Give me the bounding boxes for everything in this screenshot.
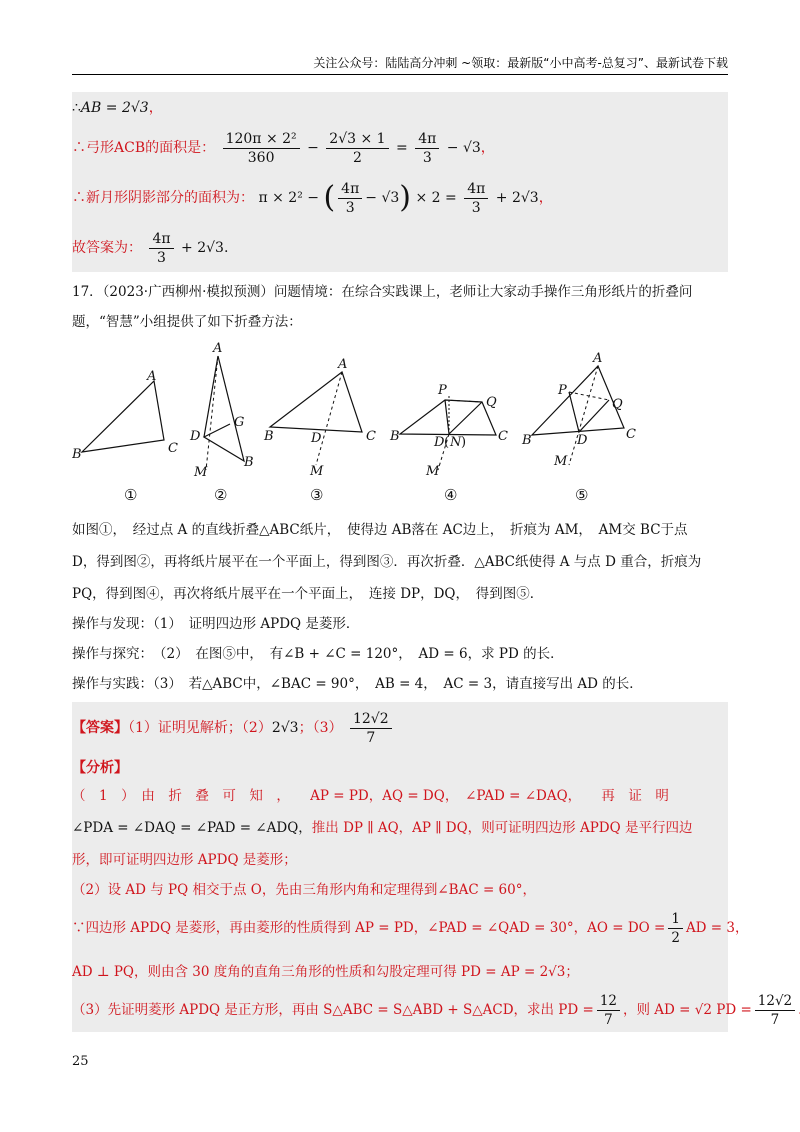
fraction: $\frac{12}{7}$: [597, 992, 620, 1029]
fraction: $\frac{4\pi}{3}$: [149, 230, 173, 267]
question-2: 操作与探究： （2） 在图⑤中， 有∠B + ∠C = 120°， AD = 6，求 PD 的长．: [72, 646, 564, 662]
figure-5: [521, 351, 636, 504]
figure-1: [72, 369, 178, 504]
page-number: 25: [72, 1054, 89, 1069]
answer-line: 【答案】（1）证明见解析；（2）2√3；（3） $\frac{12√2}{7}$: [72, 708, 728, 748]
svg-text:B: B: [244, 455, 254, 470]
figures-svg: [72, 340, 728, 510]
svg-text:A: A: [593, 351, 603, 366]
problem-line-1: 17．（2023·广西柳州·模拟预测）问题情境：在综合实践课上，老师让大家动手操作三角形纸片的折叠问: [72, 284, 693, 300]
svg-text:(: (: [444, 435, 450, 450]
header-text: 关注公众号：陆陆高分冲刺 ~领取：最新版“小中高考-总复习”、最新试卷下载: [313, 56, 728, 70]
analysis-line-6: AD ⊥ PQ，则由含 30 度角的直角三角形的性质和勾股定理可得 PD = AP = 2√3；: [72, 964, 579, 980]
solution-line-1: ∴AB = 2√3，: [72, 100, 163, 116]
analysis-line-4: （2）设 AD 与 PQ 相交于点 O，先由三角形内角和定理得到∠BAC = 60°，: [72, 882, 536, 898]
analysis-line-5: ∵四边形 APDQ 是菱形，再由菱形的性质得到 AP = PD，∠PAD = ∠QAD = 30°，AO = DO = $\frac{1}{2}$ AD = 3，: [72, 911, 749, 946]
folding-figures: [72, 340, 728, 510]
svg-text:D: D: [434, 435, 445, 450]
svg-text:B: B: [264, 429, 274, 444]
svg-text:A: A: [213, 341, 223, 356]
fraction: $\frac{12√2}{7}$: [350, 710, 392, 747]
analysis-line-3: 形，即可证明四边形 APDQ 是菱形；: [72, 852, 297, 868]
question-1: 操作与发现：（1） 证明四边形 APDQ 是菱形．: [72, 616, 360, 632]
svg-text:D: D: [577, 433, 588, 448]
fraction: $\frac{1}{2}$: [668, 910, 683, 947]
solution-line-2: ∴弓形ACB的面积是： $\frac{\text{120π × 2²}}{360}$ − $\frac{2√3 \times 1}{2}$ = $\frac{4\pi}{3}$ − √3，: [72, 130, 495, 166]
svg-text:P: P: [438, 383, 447, 398]
svg-text:N: N: [450, 435, 462, 450]
svg-text:B: B: [390, 429, 400, 444]
fraction: $\frac{\text{120π × 2²}}{360}$: [223, 130, 300, 167]
svg-text:D: D: [190, 429, 201, 444]
fraction: $\frac{2√3 \times 1}{2}$: [326, 130, 388, 167]
figure-3: [263, 357, 376, 504]
fraction: $\frac{4\pi}{3}$: [338, 180, 362, 217]
svg-text:①: ①: [124, 486, 138, 504]
svg-text:②: ②: [214, 486, 228, 504]
svg-text:Q: Q: [486, 395, 497, 410]
fraction: $\frac{4\pi}{3}$: [415, 130, 439, 167]
question-3: 操作与实践：（3） 若△ABC中，∠BAC = 90°， AB = 4， AC = 3，请直接写出 AD 的长．: [72, 676, 643, 692]
svg-text:C: C: [366, 429, 376, 444]
svg-text:A: A: [147, 369, 157, 384]
svg-text:A: A: [338, 357, 348, 372]
solution-line-4: 故答案为： $\frac{4\pi}{3}$ + 2√3.: [72, 230, 229, 266]
svg-text:C: C: [168, 441, 178, 456]
svg-text:M: M: [554, 454, 568, 469]
problem-line-2: 题，“智慧”小组提供了如下折叠方法：: [72, 314, 302, 330]
svg-text:③: ③: [310, 486, 324, 504]
svg-text:C: C: [498, 429, 508, 444]
fraction: $\frac{4\pi}{3}$: [464, 180, 488, 217]
svg-text:M: M: [310, 464, 324, 479]
svg-text:D: D: [311, 431, 322, 446]
svg-text:B: B: [522, 433, 532, 448]
problem-desc-2: D，得到图②，再将纸片展平在一个平面上，得到图③．再次折叠．△ABC纸使得 A 与点 D 重合，折痕为: [72, 554, 702, 570]
svg-text:C: C: [626, 427, 636, 442]
fraction: $\frac{12√2}{7}$: [755, 992, 795, 1029]
svg-text:P: P: [558, 383, 567, 398]
svg-text:Q: Q: [612, 397, 623, 412]
svg-text:): ): [461, 435, 467, 450]
problem-desc-1: 如图①， 经过点 A 的直线折叠△ABC纸片， 使得边 AB落在 AC边上， 折痕为 AM， AM交 BC于点: [72, 522, 688, 538]
page-header: [72, 54, 728, 75]
analysis-line-1: （ 1 ） 由 折 叠 可 知 ， AP = PD，AQ = DQ， ∠PAD = ∠DAQ， 再 证 明: [72, 788, 669, 804]
svg-text:⑤: ⑤: [575, 486, 589, 504]
analysis-line-7: （3）先证明菱形 APDQ 是正方形，再由 S△ABC = S△ABD + S△ACD，求出 PD = $\frac{12}{7}$ ，则 AD = √2 PD = $\frac{12√2}{7}$: [72, 990, 728, 1030]
problem-desc-3: PQ，得到图④，再次将纸片展平在一个平面上， 连接 DP，DQ， 得到图⑤．: [72, 586, 544, 602]
figure-4: [389, 383, 508, 504]
analysis-line-2: ∠PDA = ∠DAQ = ∠PAD = ∠ADQ，推出 DP ∥ AQ，AP ∥ DQ，则可证明四边形 APDQ 是平行四边: [72, 820, 693, 836]
svg-text:④: ④: [444, 486, 458, 504]
svg-text:B: B: [72, 447, 82, 462]
analysis-tag: 【分析】: [72, 760, 128, 776]
figure-2: [189, 341, 254, 504]
svg-text:M: M: [194, 465, 208, 480]
svg-text:M: M: [426, 464, 440, 479]
svg-text:G: G: [234, 415, 245, 430]
solution-line-3: ∴新月形阴影部分的面积为： π × 2² − ( $\frac{4\pi}{3}$ − √3) × 2 = $\frac{4\pi}{3}$ + 2√3，: [72, 180, 553, 216]
